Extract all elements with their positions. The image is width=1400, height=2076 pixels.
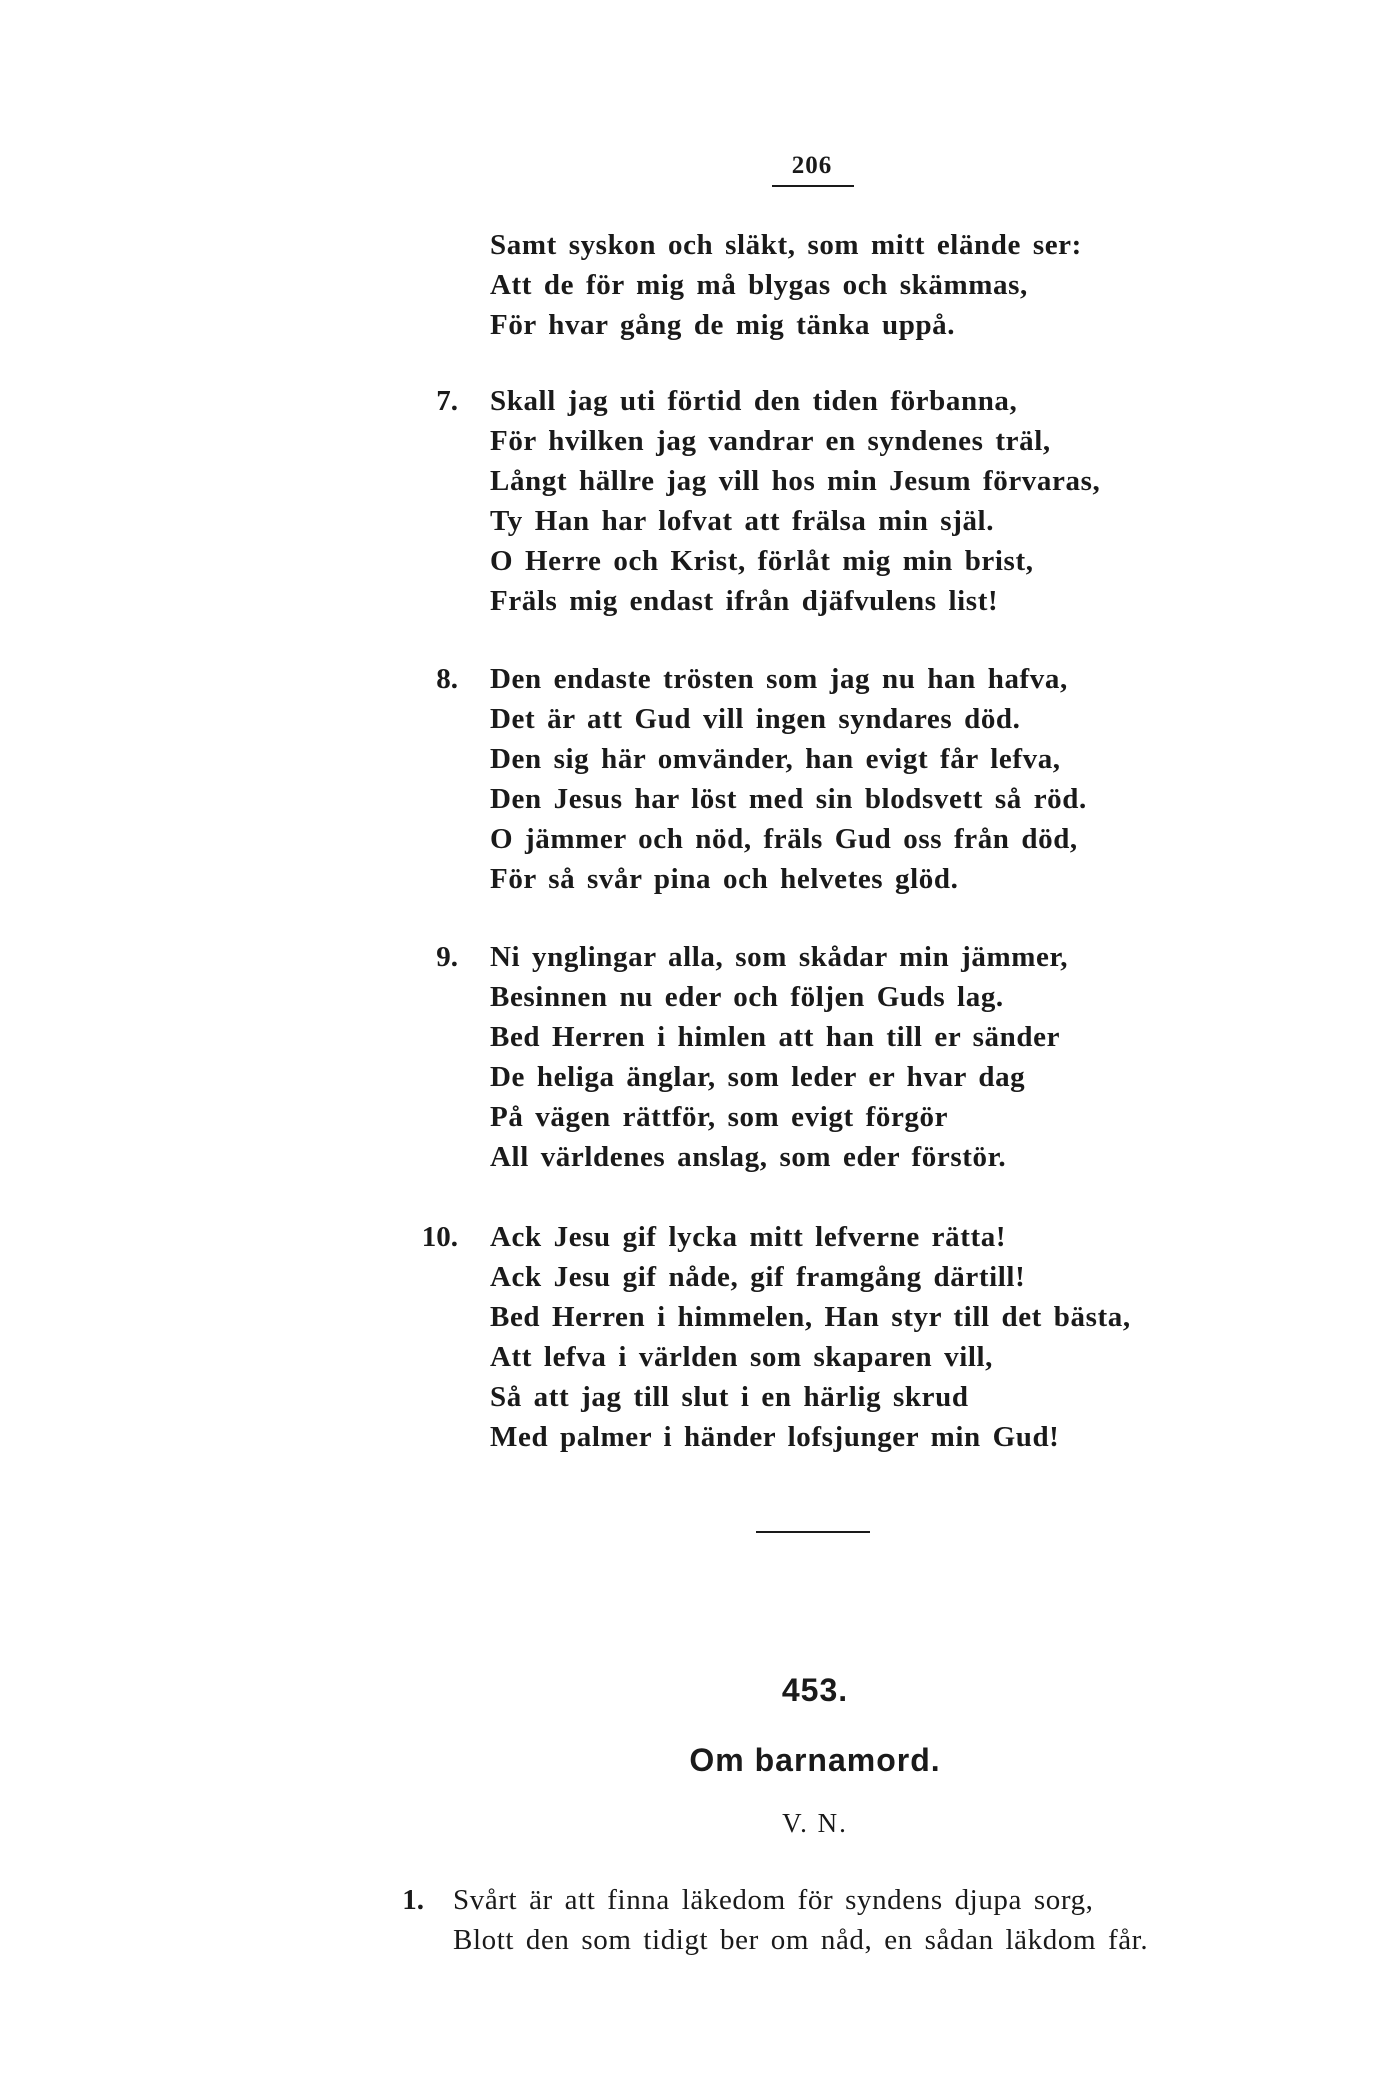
verse-line: Så att jag till slut i en härlig skrud (490, 1381, 969, 1413)
verse-line: För hvilken jag vandrar en syndenes träl, (490, 425, 1051, 457)
verse-number: 8. (436, 663, 458, 695)
verse-line: Att de för mig må blygas och skämmas, (490, 269, 1028, 301)
verse-line: Ni ynglingar alla, som skådar min jämmer, (490, 941, 1069, 973)
verse-line: På vägen rättför, som evigt förgör (490, 1101, 949, 1133)
page-number: 206 (791, 152, 833, 179)
verse-line: Besinnen nu eder och följen Guds lag. (490, 981, 1004, 1013)
verse-number: 9. (436, 941, 458, 973)
verse-number: 1. (402, 1884, 424, 1916)
hymn-tune: V. N. (782, 1808, 848, 1838)
page-number-rule (772, 185, 854, 187)
verse-line: Att lefva i världen som skaparen vill, (490, 1341, 994, 1373)
hymn-number: 453. (781, 1672, 849, 1708)
verse-line: Den endaste trösten som jag nu han hafva, (490, 663, 1068, 695)
verse-line: För hvar gång de mig tänka uppå. (490, 309, 956, 341)
verse-line: Ty Han har lofvat att frälsa min själ. (490, 505, 995, 537)
verse-line: Blott den som tidigt ber om nåd, en sådan läkdom får. (453, 1924, 1149, 1956)
verse-line: De heliga änglar, som leder er hvar dag (490, 1061, 1026, 1093)
verse-line: För så svår pina och helvetes glöd. (490, 863, 959, 895)
verse-line: O jämmer och nöd, fräls Gud oss från död, (490, 823, 1078, 855)
hymn-title: Om barnamord. (689, 1742, 941, 1778)
verse-line: Ack Jesu gif nåde, gif framgång därtill! (490, 1261, 1026, 1293)
verse-number: 10. (421, 1221, 458, 1253)
verse-line: Den sig här omvänder, han evigt får lefva, (490, 743, 1061, 775)
verse-line: All världenes anslag, som eder förstör. (490, 1141, 1007, 1173)
verse-line: Bed Herren i himmelen, Han styr till det bästa, (490, 1301, 1131, 1333)
verse-line: Fräls mig endast ifrån djäfvulens list! (490, 585, 999, 617)
verse-line: Samt syskon och släkt, som mitt elände ser: (490, 229, 1082, 261)
verse-number: 7. (436, 385, 458, 417)
verse-line: O Herre och Krist, förlåt mig min brist, (490, 545, 1034, 577)
verse-line: Svårt är att finna läkedom för syndens djupa sorg, (453, 1884, 1094, 1916)
verse-line: Ack Jesu gif lycka mitt lefverne rätta! (490, 1221, 1007, 1253)
verse-line: Med palmer i händer lofsjunger min Gud! (490, 1421, 1060, 1453)
verse-line: Den Jesus har löst med sin blodsvett så röd. (490, 783, 1087, 815)
verse-line: Långt hällre jag vill hos min Jesum förvaras, (490, 465, 1101, 497)
verse-line: Bed Herren i himlen att han till er sänder (490, 1021, 1061, 1053)
section-divider (756, 1531, 870, 1533)
verse-line: Det är att Gud vill ingen syndares död. (490, 703, 1021, 735)
verse-line: Skall jag uti förtid den tiden förbanna, (490, 385, 1018, 417)
